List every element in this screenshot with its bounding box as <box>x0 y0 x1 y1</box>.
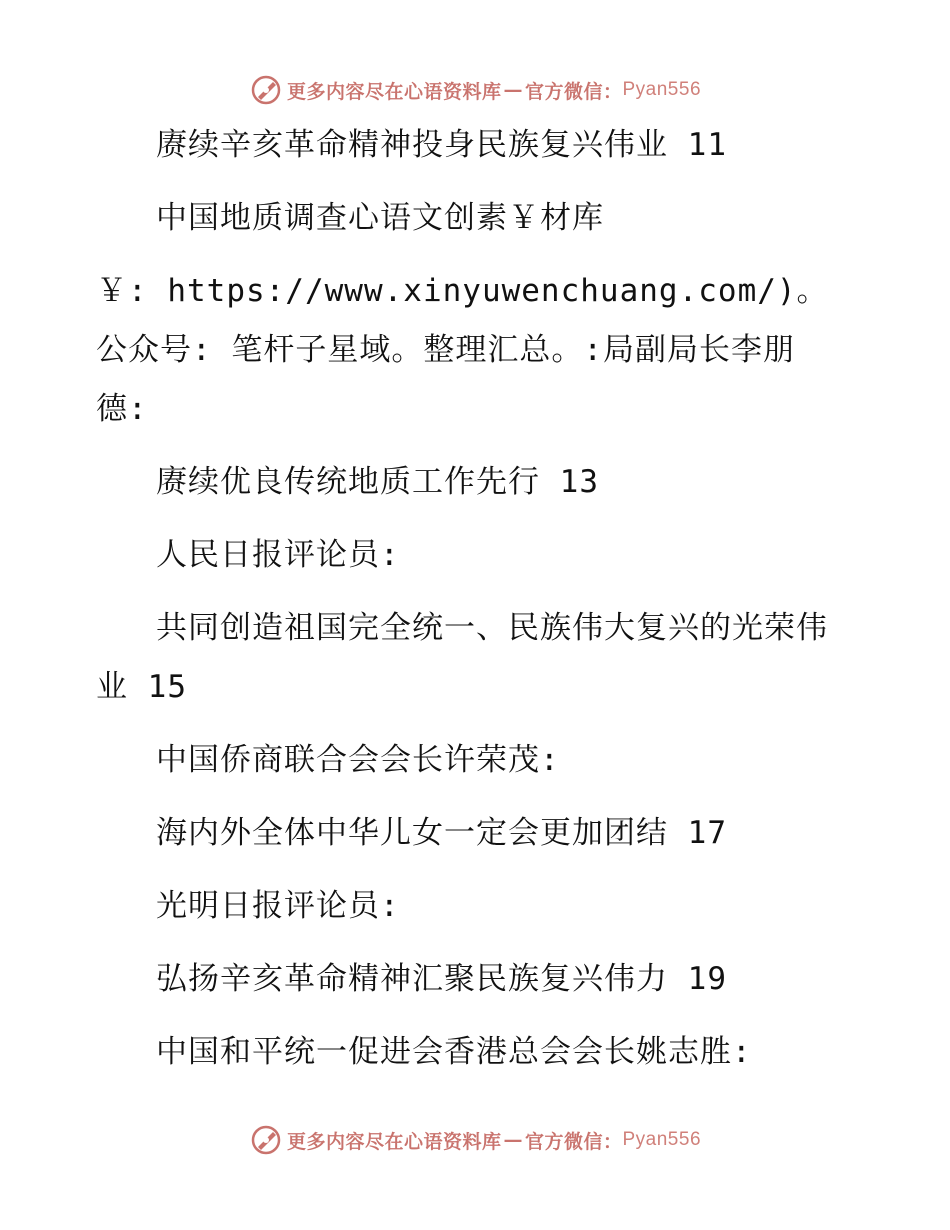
watermark-dash: — <box>503 1129 523 1151</box>
header-watermark <box>0 70 950 110</box>
toc-entry: 人民日报评论员: <box>156 537 400 573</box>
footer-watermark <box>0 1120 950 1160</box>
toc-entry: 中国地质调查心语文创素￥材库 <box>156 200 604 236</box>
toc-entry: ￥: https://www.xinyuwenchuang.com/)。公众号: 笔杆子星域。整理汇总。:局副局长李朋德: <box>96 273 829 427</box>
toc-content <box>96 116 846 1096</box>
toc-entry: 光明日报评论员: <box>156 888 400 924</box>
watermark-label: 更多内容尽在心语资料库 <box>286 80 502 103</box>
toc-entry: 赓续优良传统地质工作先行 13 <box>156 464 599 500</box>
quill-seal-icon <box>249 73 283 107</box>
watermark-account-label: 官方微信： <box>524 80 623 103</box>
watermark-label: 更多内容尽在心语资料库 <box>286 1130 502 1153</box>
watermark-account-handle: Pyan556 <box>622 79 702 100</box>
toc-entry: 中国和平统一促进会香港总会会长姚志胜: <box>156 1034 752 1070</box>
toc-entry: 海内外全体中华儿女一定会更加团结 17 <box>156 815 727 851</box>
watermark-account-handle: Pyan556 <box>622 1129 702 1150</box>
toc-entry: 弘扬辛亥革命精神汇聚民族复兴伟力 19 <box>156 961 727 997</box>
toc-entry: 共同创造祖国完全统一、民族伟大复兴的光荣伟业 15 <box>96 610 828 705</box>
toc-entry: 赓续辛亥革命精神投身民族复兴伟业 11 <box>156 127 727 163</box>
watermark-dash: — <box>503 79 523 101</box>
quill-seal-icon <box>249 1123 283 1157</box>
watermark-account-label: 官方微信： <box>524 1130 623 1153</box>
toc-entry: 中国侨商联合会会长许荣茂: <box>156 742 560 778</box>
